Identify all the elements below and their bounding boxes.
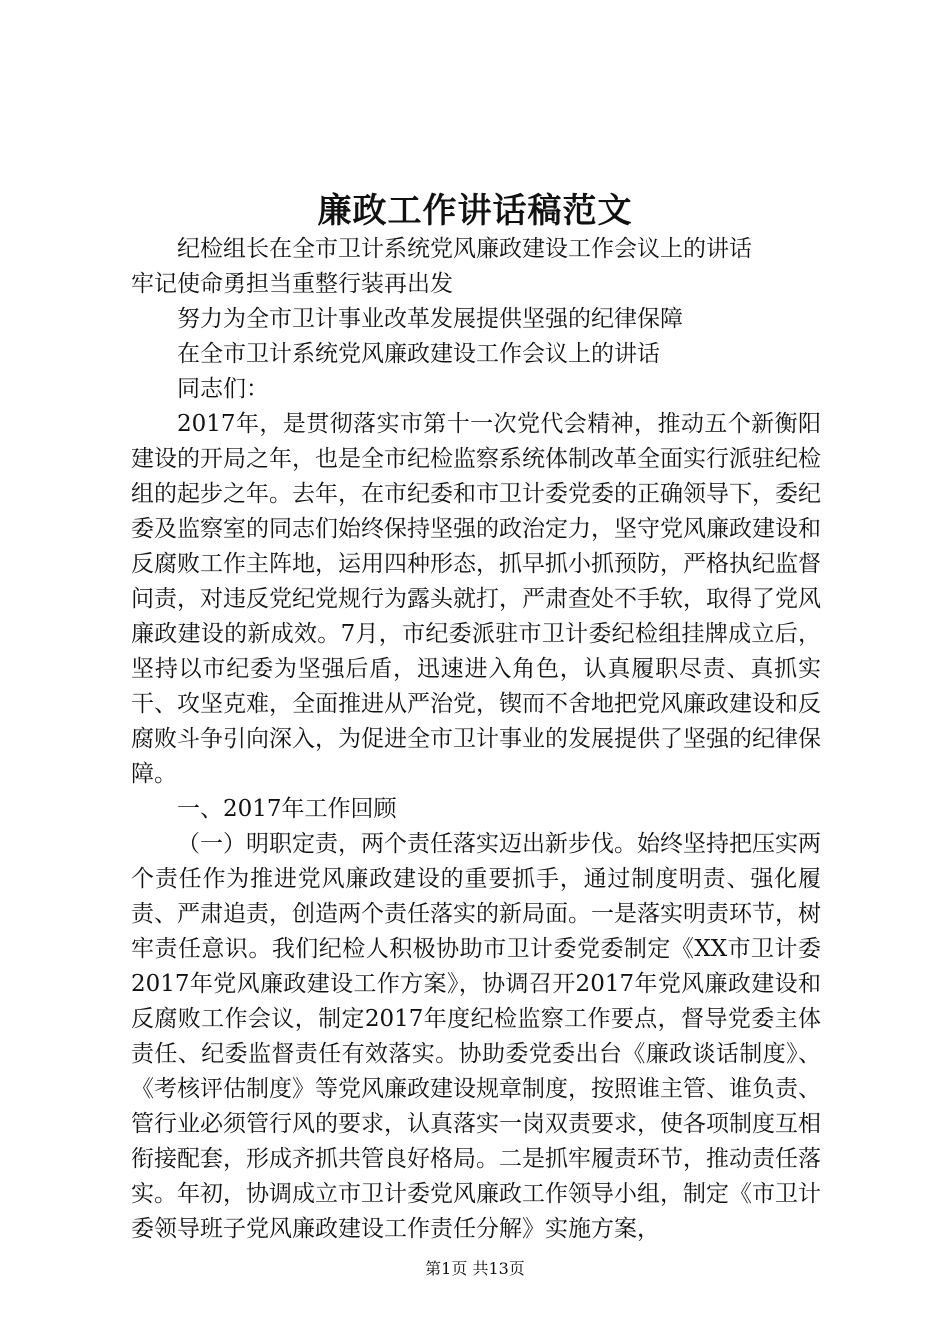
paragraph-slogan-1: 牢记使命勇担当重整行装再出发 [131,271,453,297]
page-number-footer: 第1页 共13页 [425,1259,525,1278]
paragraph-slogan-2: 努力为全市卫计事业改革发展提供坚强的纪律保障 [177,306,683,332]
paragraph-subtitle: 在全市卫计系统党风廉政建设工作会议上的讲话 [177,341,660,367]
paragraph-intro: 2017年，是贯彻落实市第十一次党代会精神，推动五个新衡阳建设的开局之年，也是全市纪检监察系统体制改革全面实行派驻纪检组的起步之年。去年，在市纪委和市卫计委党委的正确领导下，委纪委及监察室的同志们始终保持坚强的政治定力，坚守党风廉政建设和反腐败工作主阵地，运用四种形态，抓早抓小抓预防，严格执纪监督问责，对违反党纪党规行为露头就打，严肃查处不手软，取得了党风廉政建设的新成效。7月，市纪委派驻市卫计委纪检组挂牌成立后，坚持以市纪委为坚强后盾，迅速进入角色，认真履职尽责、真抓实干、攻坚克难，全面推进从严治党，锲而不舍地把党风廉政建设和反腐败斗争引向深入，为促进全市卫计事业的发展提供了坚强的纪律保障。 [131,411,821,787]
paragraph-section-1: （一）明职定责，两个责任落实迈出新步伐。始终坚持把压实两个责任作为推进党风廉政建设的重要抓手，通过制度明责、强化履责、严肃追责，创造两个责任落实的新局面。一是落实明责环节，树牢责任意识。我们纪检人积极协助市卫计委党委制定《XX市卫计委2017年党风廉政建设工作方案》，协调召开2017年党风廉政建设和反腐败工作会议，制定2017年度纪检监察工作要点，督导党委主体责任、纪委监督责任有效落实。协助委党委出台《廉政谈话制度》、《考核评估制度》等党风廉政建设规章制度，按照谁主管、谁负责、管行业必须管行风的要求，认真落实一岗双责要求，使各项制度互相衔接配套，形成齐抓共管良好格局。二是抓牢履责环节，推动责任落实。年初，协调成立市卫计委党风廉政工作领导小组，制定《市卫计委领导班子党风廉政建设工作责任分解》实施方案， [131,831,821,1242]
paragraph-section-heading: 一、2017年工作回顾 [177,796,397,822]
paragraph-heading-speech: 纪检组长在全市卫计系统党风廉政建设工作会议上的讲话 [177,236,752,262]
paragraph-salutation: 同志们： [177,376,269,402]
document-title: 廉政工作讲话稿范文 [317,191,633,231]
document-body [131,232,821,1247]
